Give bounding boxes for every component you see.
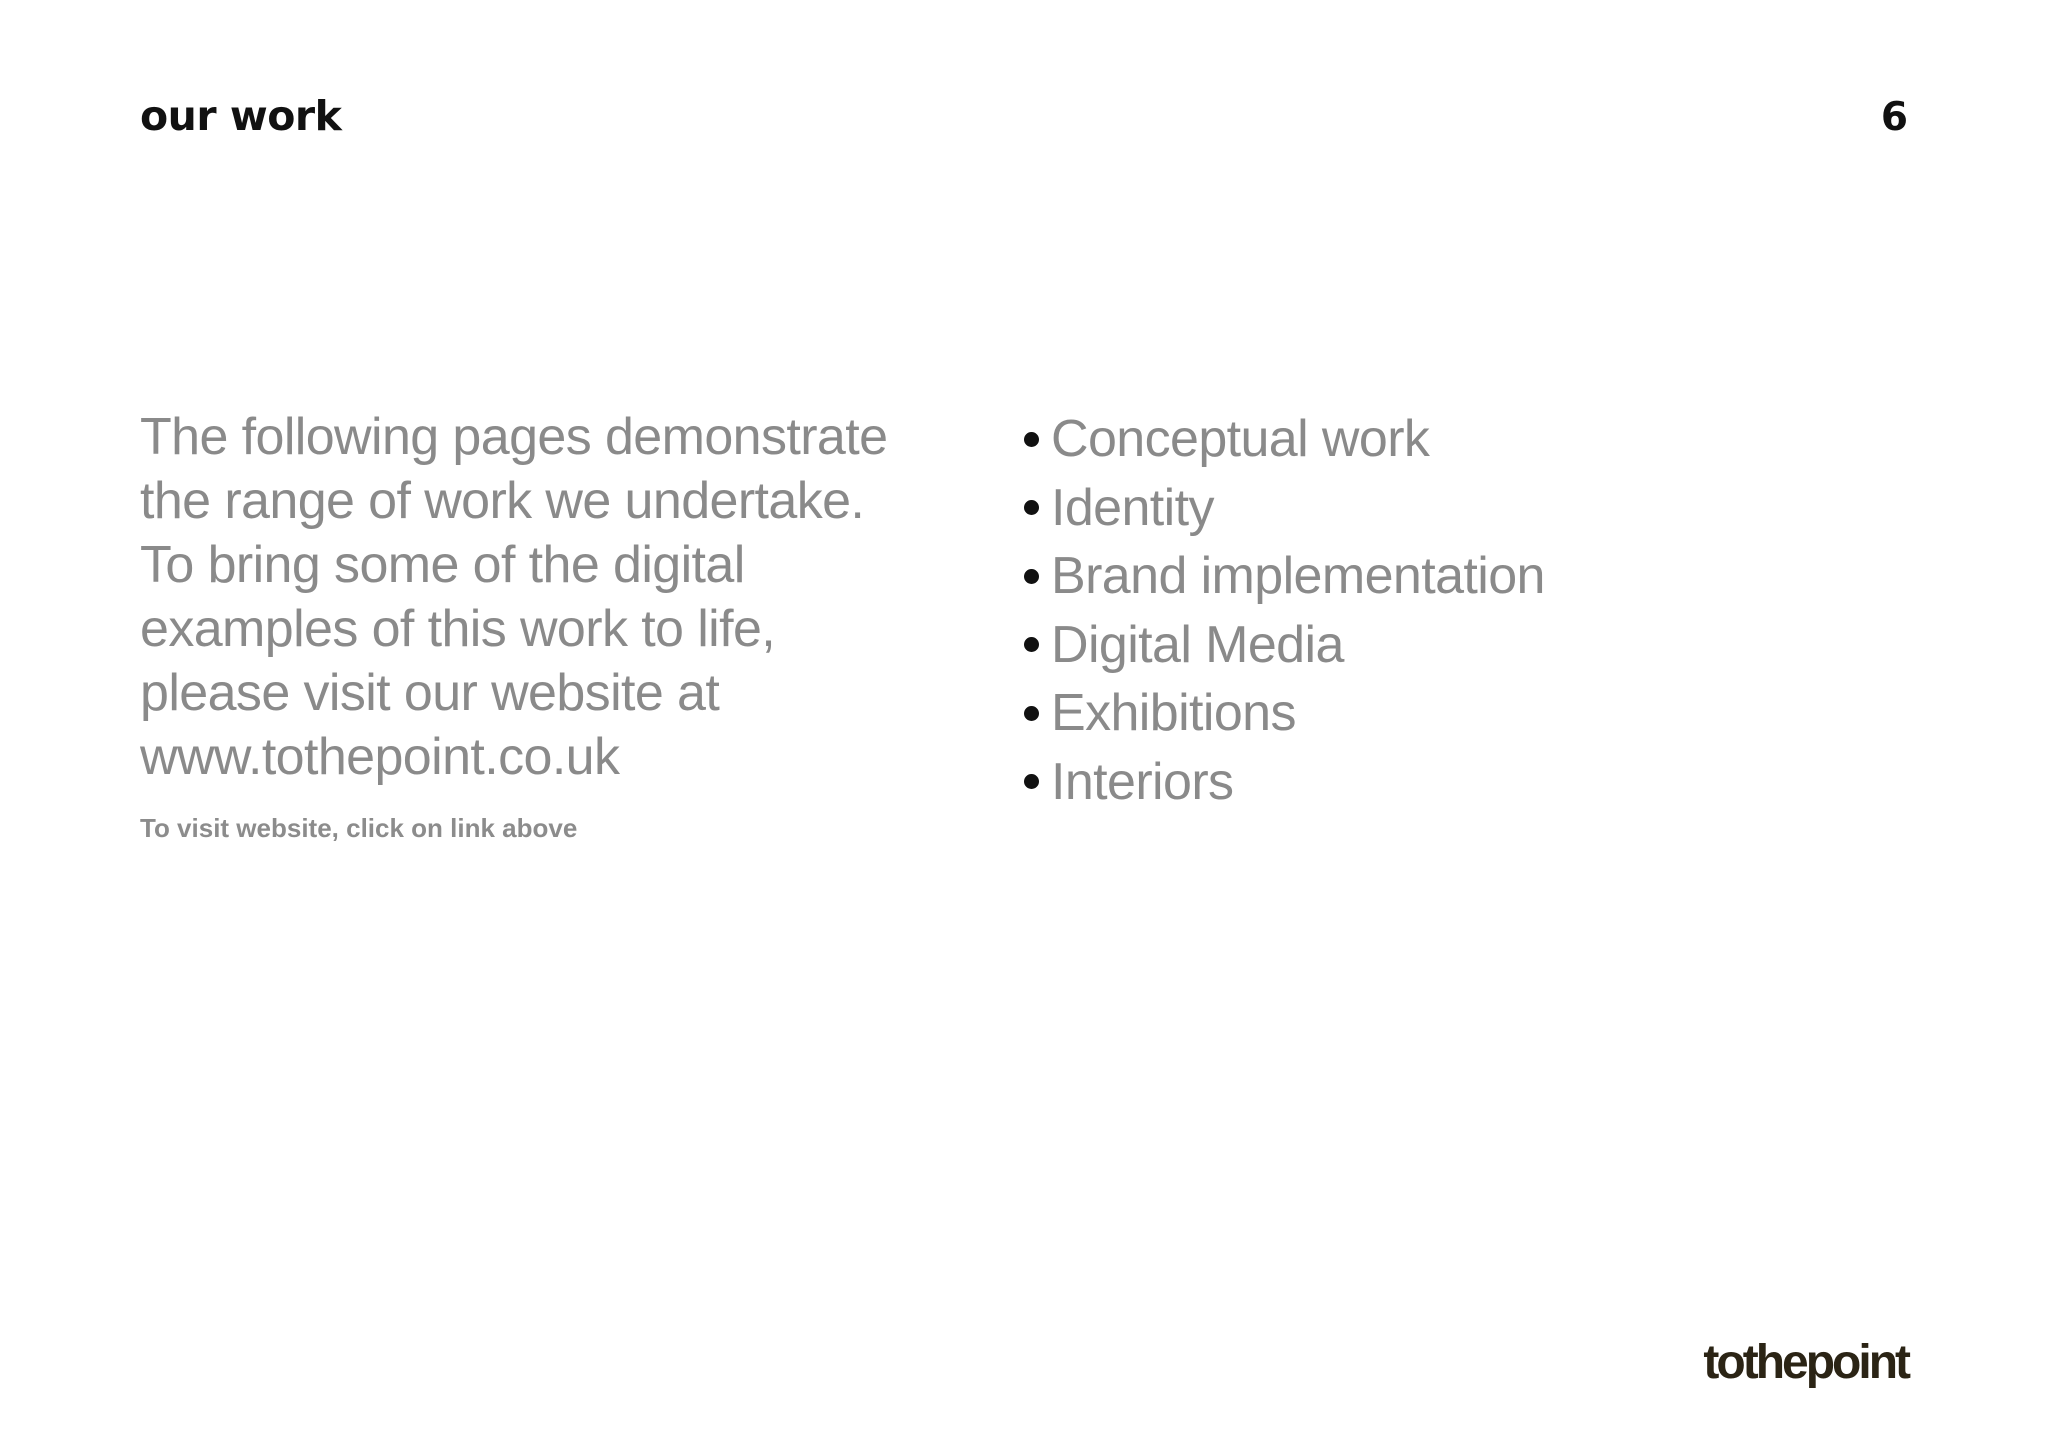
bullet-icon [1024, 569, 1039, 584]
service-label: Brand implementation [1051, 547, 1545, 606]
service-label: Interiors [1051, 752, 1234, 811]
service-item-digital-media [1024, 611, 1545, 680]
intro-line: examples of this work to life, [140, 600, 776, 658]
service-label: Identity [1051, 478, 1214, 537]
bullet-icon [1024, 774, 1039, 789]
service-item-brand-implementation [1024, 542, 1545, 611]
intro-line: please visit our website at [140, 664, 720, 722]
service-label: Digital Media [1051, 615, 1344, 674]
website-link[interactable]: www.tothepoint.co.uk [140, 728, 620, 786]
website-note: To visit website, click on link above [140, 813, 578, 843]
bullet-icon [1024, 432, 1039, 447]
bullet-icon [1024, 706, 1039, 721]
intro-paragraph [140, 405, 940, 789]
service-item-conceptual-work [1024, 405, 1545, 474]
intro-line: The following pages demonstrate [140, 408, 888, 466]
bullet-icon [1024, 500, 1039, 515]
page-title: our work [140, 92, 342, 140]
intro-line: the range of work we undertake. [140, 472, 865, 530]
service-item-identity [1024, 474, 1545, 543]
service-label: Conceptual work [1051, 410, 1430, 469]
services-list [1024, 405, 1545, 816]
service-item-exhibitions [1024, 679, 1545, 748]
page-number: 6 [1880, 95, 1908, 140]
tothepoint-logo: tothepoint [1703, 1336, 1908, 1389]
service-item-interiors [1024, 748, 1545, 817]
bullet-icon [1024, 637, 1039, 652]
service-label: Exhibitions [1051, 684, 1296, 743]
intro-line: To bring some of the digital [140, 536, 745, 594]
